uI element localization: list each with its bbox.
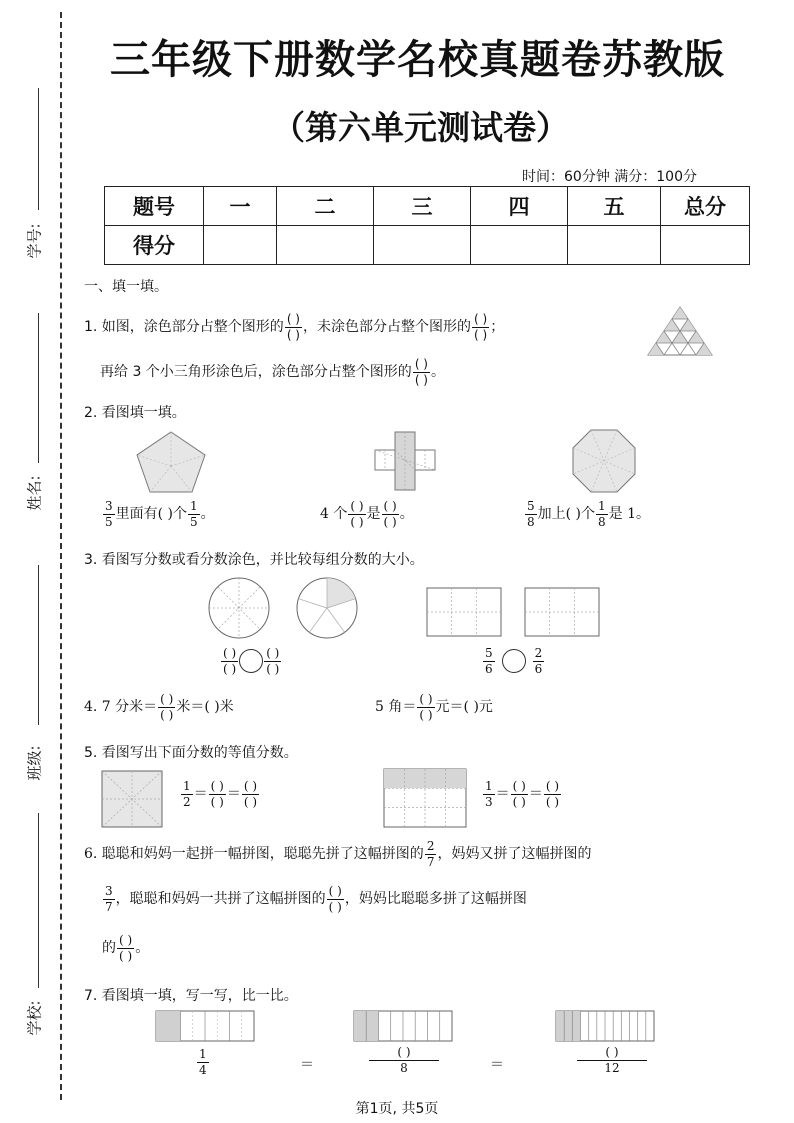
question-4b: 5 角＝ $\frac{( )}{( )}$ 元＝( )元 xyxy=(375,692,493,722)
equals-sign: ＝ xyxy=(300,1057,314,1073)
question-6-line1: 6. 聪聪和妈妈一起拼一幅拼图，聪聪先拼了这幅拼图的 $\frac{2}{7}$ ，妈妈又拼了这幅拼图的 xyxy=(84,839,592,869)
question-6-line3: 的 $\frac{( )}{( )}$ 。 xyxy=(102,933,150,963)
score-input-cell[interactable] xyxy=(661,226,750,265)
score-cell: 二 xyxy=(277,187,374,226)
blank-fraction[interactable]: $\frac{( )}{( )}$ xyxy=(223,646,237,676)
question-2-part2: 4 个 $\frac{( )}{( )}$ 是 $\frac{( )}{( )}$ 。 xyxy=(320,499,414,529)
question-5-part1: $\frac{1}{2}$ ＝ $\frac{( )}{( )}$ ＝ $\frac{( )}{( )}$ xyxy=(183,779,258,809)
triangle-figure xyxy=(645,305,715,357)
label-name: 姓名: xyxy=(25,475,44,511)
score-cell: 一 xyxy=(204,187,277,226)
rectangle-6-parts-left xyxy=(426,587,502,637)
blank-fraction[interactable]: $\frac{( )}{( )}$ xyxy=(266,646,280,676)
bar-8-parts xyxy=(353,1010,453,1042)
question-4: 4. 7 分米＝ $\frac{( )}{( )}$ 米＝( )米 xyxy=(84,692,234,722)
question-2-part3: $\frac{5}{8}$ 加上( )个 $\frac{1}{8}$ 是 1。 xyxy=(527,499,651,529)
score-input-cell[interactable] xyxy=(374,226,471,265)
fraction: $\frac{1}{5}$ xyxy=(190,499,198,529)
blank-fraction[interactable]: $\frac{( )}{( )}$ xyxy=(383,499,397,529)
octagon-figure xyxy=(571,428,637,494)
compare-circle[interactable] xyxy=(239,649,263,673)
binding-line xyxy=(60,12,62,1100)
question-1-line2: 再给 3 个小三角形涂色后，涂色部分占整个图形的 $\frac{( )}{( )}$ 。 xyxy=(100,357,445,387)
score-input-cell[interactable] xyxy=(277,226,374,265)
fraction: $\frac{3}{5}$ xyxy=(105,499,113,529)
equals-sign: ＝ xyxy=(490,1057,504,1073)
blank-fraction[interactable]: $\frac{( )}{( )}$ xyxy=(545,779,560,809)
bar-4-parts xyxy=(155,1010,255,1042)
blank-fraction[interactable]: $\frac{( )}{( )}$ xyxy=(210,779,224,809)
cross-figure xyxy=(373,430,437,492)
question-3-compare-2 xyxy=(482,647,545,675)
blank-fraction[interactable]: $\frac{( )}{( )}$ xyxy=(243,779,258,809)
name-line-school xyxy=(38,813,39,988)
bar-12-parts xyxy=(555,1010,655,1042)
question-2-title: 2. 看图填一填。 xyxy=(84,405,186,421)
question-1-line1: 1. 如图，涂色部分占整个图形的 $\frac{( )}{( )}$ ，未涂色部分占整个图形的 $\frac{( )}{( )}$ ； xyxy=(84,312,505,342)
page-subtitle: （第六单元测试卷） xyxy=(272,108,569,147)
question-7-frac-3 xyxy=(576,1046,648,1074)
pentagon-figure xyxy=(135,430,207,494)
question-5-title: 5. 看图写出下面分数的等值分数。 xyxy=(84,745,298,761)
fraction: $\frac{2}{6}$ xyxy=(534,646,543,676)
question-5-part2: $\frac{1}{3}$ ＝ $\frac{( )}{( )}$ ＝ $\frac{( )}{( )}$ xyxy=(485,779,560,809)
label-student-no: 学号: xyxy=(25,223,44,259)
label-class: 班级: xyxy=(25,745,44,781)
time-info: 时间：60分钟 满分：100分 xyxy=(522,169,697,185)
question-7-title: 7. 看图填一填，写一写，比一比。 xyxy=(84,988,298,1004)
blank-fraction[interactable]: $\frac{( )}{8}$ xyxy=(369,1046,439,1074)
fraction: $\frac{1}{8}$ xyxy=(598,499,606,529)
blank-fraction[interactable]: $\frac{( )}{( )}$ xyxy=(119,933,133,963)
fraction: $\frac{2}{7}$ xyxy=(426,839,435,869)
question-3-compare-1 xyxy=(220,647,282,675)
score-table-header-row xyxy=(105,187,750,226)
blank-fraction[interactable]: $\frac{( )}{( )}$ xyxy=(419,692,433,722)
page-title: 三年级下册数学名校真题卷苏教版 xyxy=(110,37,725,83)
score-cell: 题号 xyxy=(105,187,204,226)
blank-fraction[interactable]: $\frac{( )}{( )}$ xyxy=(328,884,342,914)
blank-fraction[interactable]: $\frac{( )}{( )}$ xyxy=(414,357,428,387)
rectangle-6-parts-right xyxy=(524,587,600,637)
fraction: $\frac{3}{7}$ xyxy=(105,884,113,914)
square-8-parts xyxy=(101,770,163,828)
blank-fraction[interactable]: $\frac{( )}{12}$ xyxy=(577,1046,647,1074)
fraction: $\frac{5}{8}$ xyxy=(527,499,535,529)
score-table-score-row xyxy=(105,226,750,265)
question-6-line2: $\frac{3}{7}$ ，聪聪和妈妈一共拼了这幅拼图的 $\frac{( )}{( )}$ ，妈妈比聪聪多拼了这幅拼图 xyxy=(105,884,527,914)
fraction: $\frac{1}{2}$ xyxy=(183,779,191,809)
score-cell: 总分 xyxy=(661,187,750,226)
question-7-frac-2 xyxy=(368,1046,440,1074)
name-line-name xyxy=(38,313,39,463)
compare-circle[interactable] xyxy=(502,649,526,673)
circle-8-parts xyxy=(207,576,271,640)
question-2-part1: $\frac{3}{5}$ 里面有( )个 $\frac{1}{5}$ 。 xyxy=(105,499,215,529)
score-input-cell[interactable] xyxy=(204,226,277,265)
rectangle-12-parts xyxy=(383,768,467,828)
question-3-title: 3. 看图写分数或看分数涂色，并比较每组分数的大小。 xyxy=(84,552,424,568)
score-table xyxy=(104,186,750,265)
question-7-frac-1 xyxy=(196,1048,210,1076)
section-title: 一、填一填。 xyxy=(84,279,168,295)
name-line-student-no xyxy=(38,88,39,210)
fraction: $\frac{1}{3}$ xyxy=(485,779,493,809)
fraction: $\frac{5}{6}$ xyxy=(485,646,493,676)
score-cell: 四 xyxy=(471,187,568,226)
label-school: 学校: xyxy=(25,1000,44,1036)
circle-5-parts xyxy=(295,576,359,640)
blank-fraction[interactable]: $\frac{( )}{( )}$ xyxy=(160,692,174,722)
page-footer: 第1页, 共5页 xyxy=(355,1101,439,1117)
blank-fraction[interactable]: $\frac{( )}{( )}$ xyxy=(474,312,488,342)
score-input-cell[interactable] xyxy=(471,226,568,265)
fraction: $\frac{1}{4}$ xyxy=(199,1047,207,1077)
blank-fraction[interactable]: $\frac{( )}{( )}$ xyxy=(286,312,300,342)
blank-fraction[interactable]: $\frac{( )}{( )}$ xyxy=(350,499,364,529)
score-cell: 三 xyxy=(374,187,471,226)
score-cell: 得分 xyxy=(105,226,204,265)
blank-fraction[interactable]: $\frac{( )}{( )}$ xyxy=(512,779,526,809)
score-input-cell[interactable] xyxy=(568,226,661,265)
name-line-class xyxy=(38,565,39,725)
score-cell: 五 xyxy=(568,187,661,226)
